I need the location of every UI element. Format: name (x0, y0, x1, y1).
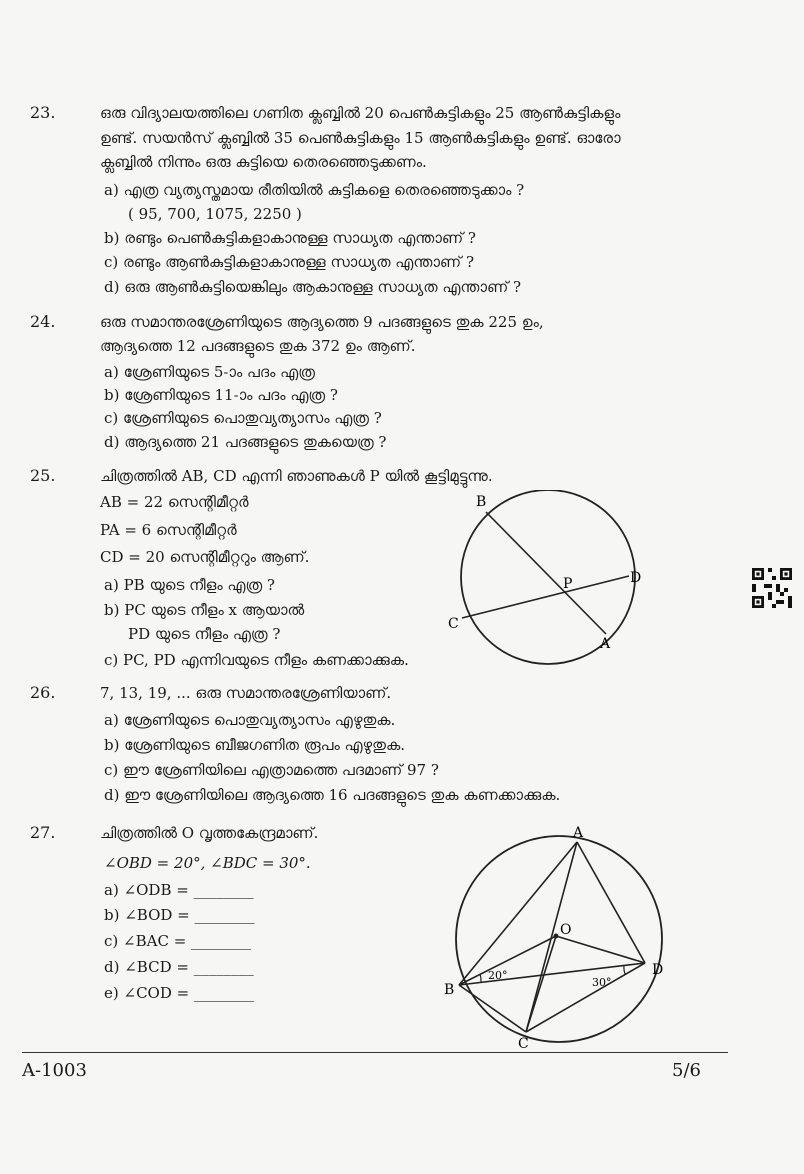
sub-question-a: a) ∠ODB = ________ (104, 881, 254, 899)
question-number: 27. (30, 823, 56, 842)
page-number: 5/6 (672, 1060, 701, 1081)
segment-ob (459, 936, 556, 985)
label-b: B (444, 982, 455, 998)
sub-question-a: a) ശ്രേണിയുടെ പൊതുവ്യത്യാസം എഴുതുക. (104, 711, 396, 729)
sub-question-c: c) ∠BAC = ________ (104, 932, 252, 950)
sub-question-b: b) PC യുടെ നീളം x ആയാൽ (104, 601, 305, 619)
chord-ab (486, 512, 606, 634)
paper-code: A-1003 (22, 1060, 87, 1081)
given-cd: CD = 20 സെന്റിമീറ്ററും ആണ്. (100, 548, 310, 566)
segment-bd (459, 963, 645, 985)
sub-question-b: b) ശ്രേണിയുടെ 11-ാം പദം എത്ര ? (104, 386, 338, 404)
label-a: A (573, 825, 584, 841)
sub-question-d: d) ഒരു ആൺകുട്ടിയെങ്കിലും ആകാനുള്ള സാധ്യത എന്താണ് ? (104, 278, 522, 296)
sub-question-d: d) ഈ ശ്രേണിയിലെ ആദ്യത്തെ 16 പദങ്ങളുടെ തുക കണക്കാക്കുക. (104, 786, 561, 804)
question-text: ആദ്യത്തെ 12 പദങ്ങളുടെ തുക 372 ഉം ആണ്. (100, 337, 416, 355)
given-angles: ∠OBD = 20°, ∠BDC = 30°. (104, 854, 311, 872)
sub-question-e: e) ∠COD = ________ (104, 984, 254, 1002)
label-b: B (476, 494, 487, 510)
sub-question-b: b) രണ്ടും പെൺകുട്ടികളാകാനുള്ള സാധ്യത എന്താണ് ? (104, 229, 476, 247)
angle-label-20: 20° (488, 969, 508, 982)
label-o: O (560, 922, 572, 938)
sub-question-b-cont: PD യുടെ നീളം എത്ര ? (128, 625, 281, 643)
angle-arc-b (480, 974, 481, 982)
question-text: ക്ലബ്ബിൽ നിന്നും ഒരു കുട്ടിയെ തെരഞ്ഞെടുക്കണം. (100, 153, 427, 171)
sub-question-b: b) ∠BOD = ________ (104, 906, 255, 924)
question-text: 7, 13, 19, ... ഒരു സമാന്തരശ്രേണിയാണ്. (100, 684, 392, 702)
chord-figure (436, 490, 666, 670)
sub-question-c: c) ഈ ശ്രേണിയിലെ എത്രാമത്തെ പദമാണ് 97 ? (104, 761, 439, 779)
sub-question-b: b) ശ്രേണിയുടെ ബീജഗണിത രൂപം എഴുതുക. (104, 736, 406, 754)
sub-question-c: c) രണ്ടും ആൺകുട്ടികളാകാനുള്ള സാധ്യത എന്താണ് ? (104, 253, 474, 271)
question-text: ഒരു സമാന്തരശ്രേണിയുടെ ആദ്യത്തെ 9 പദങ്ങളുടെ തുക 225 ഉം, (100, 313, 544, 331)
sub-question-a: a) എത്ര വ്യത്യസ്തമായ രീതിയിൽ കുട്ടികളെ തെരഞ്ഞെടുക്കാം ? (104, 181, 525, 199)
sub-question-c: c) PC, PD എന്നിവയുടെ നീളം കണക്കാക്കുക. (104, 651, 409, 669)
answer-options: ( 95, 700, 1075, 2250 ) (128, 205, 302, 223)
circle-figure (440, 822, 680, 1052)
question-number: 23. (30, 103, 56, 122)
question-text: ഉണ്ട്. സയൻസ് ക്ലബ്ബിൽ 35 പെൺകുട്ടികളും 15 ആൺകുട്ടികളും ഉണ്ട്. ഓരോ (100, 129, 621, 147)
label-d: D (652, 962, 664, 978)
sub-question-d: d) ∠BCD = ________ (104, 958, 254, 976)
question-number: 24. (30, 312, 56, 331)
question-text: ചിത്രത്തിൽ O വൃത്തകേന്ദ്രമാണ്. (100, 824, 319, 842)
label-p: P (563, 576, 573, 592)
sub-question-a: a) ശ്രേണിയുടെ 5-ാം പദം എത്ര (104, 363, 315, 381)
sub-question-c: c) ശ്രേണിയുടെ പൊതുവ്യത്യാസം എത്ര ? (104, 409, 382, 427)
chord-cd (462, 576, 629, 618)
label-c: C (518, 1036, 529, 1052)
sub-question-d: d) ആദ്യത്തെ 21 പദങ്ങളുടെ തുകയെത്ര ? (104, 433, 387, 451)
center-point (554, 934, 559, 939)
given-pa: PA = 6 സെന്റിമീറ്റർ (100, 521, 237, 539)
question-number: 25. (30, 466, 56, 485)
question-text: ഒരു വിദ്യാലയത്തിലെ ഗണിത ക്ലബ്ബിൽ 20 പെൺകുട്ടികളും 25 ആൺകുട്ടികളും (100, 104, 621, 122)
segment-bc (459, 985, 526, 1032)
footer-rule (22, 1052, 728, 1053)
qr-code-icon (752, 568, 792, 608)
segment-ab (459, 842, 577, 985)
angle-label-30: 30° (592, 976, 612, 989)
given-ab: AB = 22 സെന്റിമീറ്റർ (100, 493, 249, 511)
question-text: ചിത്രത്തിൽ AB, CD എന്നി ഞാണുകൾ P യിൽ കൂട്ടിമുട്ടുന്നു. (100, 467, 493, 485)
label-c: C (448, 616, 459, 632)
sub-question-a: a) PB യുടെ നീളം എത്ര ? (104, 576, 275, 594)
angle-arc-d (624, 965, 625, 974)
label-a: A (600, 636, 611, 652)
question-number: 26. (30, 683, 56, 702)
label-d: D (630, 570, 642, 586)
